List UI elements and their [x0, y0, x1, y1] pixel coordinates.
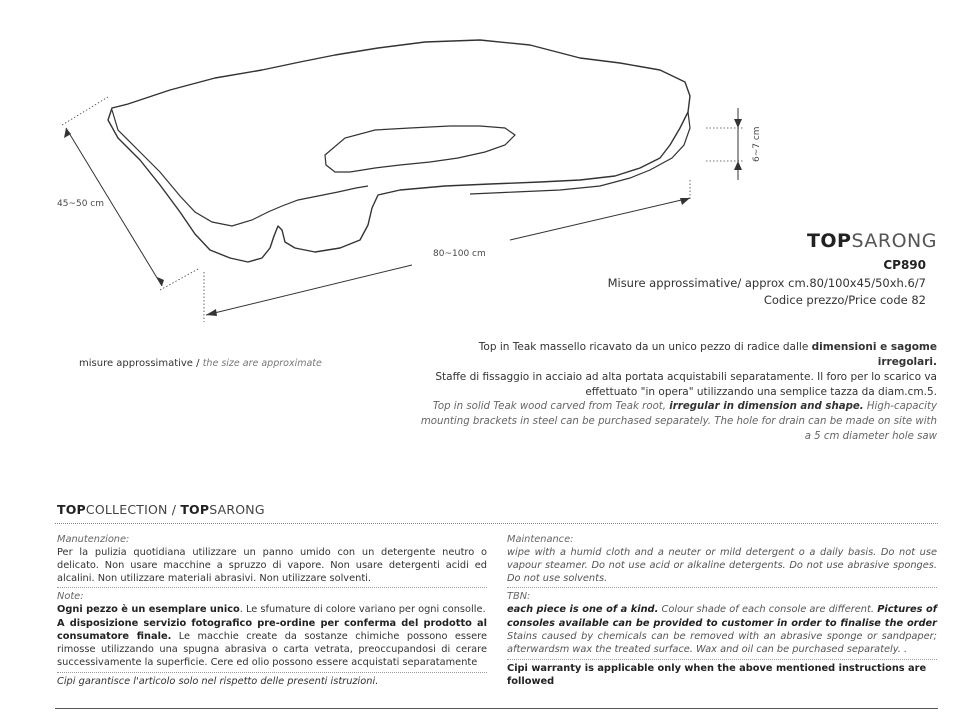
care-instructions-italian: Manutenzione: Per la pulizia quotidiana utilizzare un panno umido con un detergente neutro o delicato. Non usare macchine a spruzzo di vapore. Non usare detergenti acidi ed alcalini. Non utilizzare materiali abrasivi. Non utilizzare solventi. Note: Ogni pezzo è un esemplare unico. Le sfumature di colore variano per ogni consolle. A disposizione servizio fotografico pre-ordine per conferma del prodotto al consumatore finale. Le macchie create da sostanze chimiche possono essere rimosse utilizzando una spugna abrasiva o carta vetrata, preoccupandosi di cerare successivamente la superficie. Cere ed olio possono essere acquistati separatamente Cipi garantisce l'articolo solo nel rispetto delle presenti istruzioni.	[57, 534, 487, 687]
collection-heading: TOPCOLLECTION / TOPSARONG	[57, 502, 265, 517]
section-divider	[55, 523, 938, 524]
length-dimension-label: 80~100 cm	[433, 249, 486, 259]
bottom-rule	[55, 708, 938, 709]
slab-outline	[108, 40, 690, 262]
length-dimension-line-b	[510, 198, 690, 240]
slab-edge-right	[470, 112, 690, 194]
length-dimension-line-a	[206, 265, 412, 315]
care-instructions-english: Maintenance: wipe with a humid cloth and a neuter or mild detergent o a daily basis. Do not use vapour steamer. Do not use acid or alkaline detergents. Do not use abrasive sponges. Do not use solvents. TBN: each piece is one of a kind. Colour shade of each console are different. Pictures of consoles available can be provided to customer in order to finalise the order Stains caused by chemicals can be removed with an abrasive sponge or sandpaper; afterwardsm wax the treated surface. Wax and oil can be purchased separately. . Cipi warranty is applicable only when the above mentioned instructions are followed	[507, 534, 938, 687]
description-italian: Top in Teak massello ricavato da un unico pezzo di radice dalle dimensioni e sagome irregolari. Staffe di fissaggio in acciaio ad alta portata acquistabili separatamente. Il foro per lo scarico va effettuato "in opera" utilizzando una semplice tazza da diam.cm.5.	[435, 341, 937, 398]
product-measures: Misure approssimative/ approx cm.80/100x45/50xh.6/7	[607, 276, 926, 290]
product-code: CP890	[883, 258, 926, 272]
description-english: Top in solid Teak wood carved from Teak root, irregular in dimension and shape. High-capacity mounting brackets in steel can be purchased separately. The hole for drain can be made on site with a 5 cm diameter hole saw	[420, 401, 937, 442]
product-title: TOPSARONG	[806, 230, 937, 252]
height-dimension-label: 6~7 cm	[752, 126, 762, 162]
width-dimension-label: 45~50 cm	[57, 199, 105, 209]
price-code: Codice prezzo/Price code 82	[763, 293, 926, 307]
approx-size-note: misure approssimative / the size are approximate	[79, 358, 322, 369]
basin-cutout	[325, 126, 515, 172]
